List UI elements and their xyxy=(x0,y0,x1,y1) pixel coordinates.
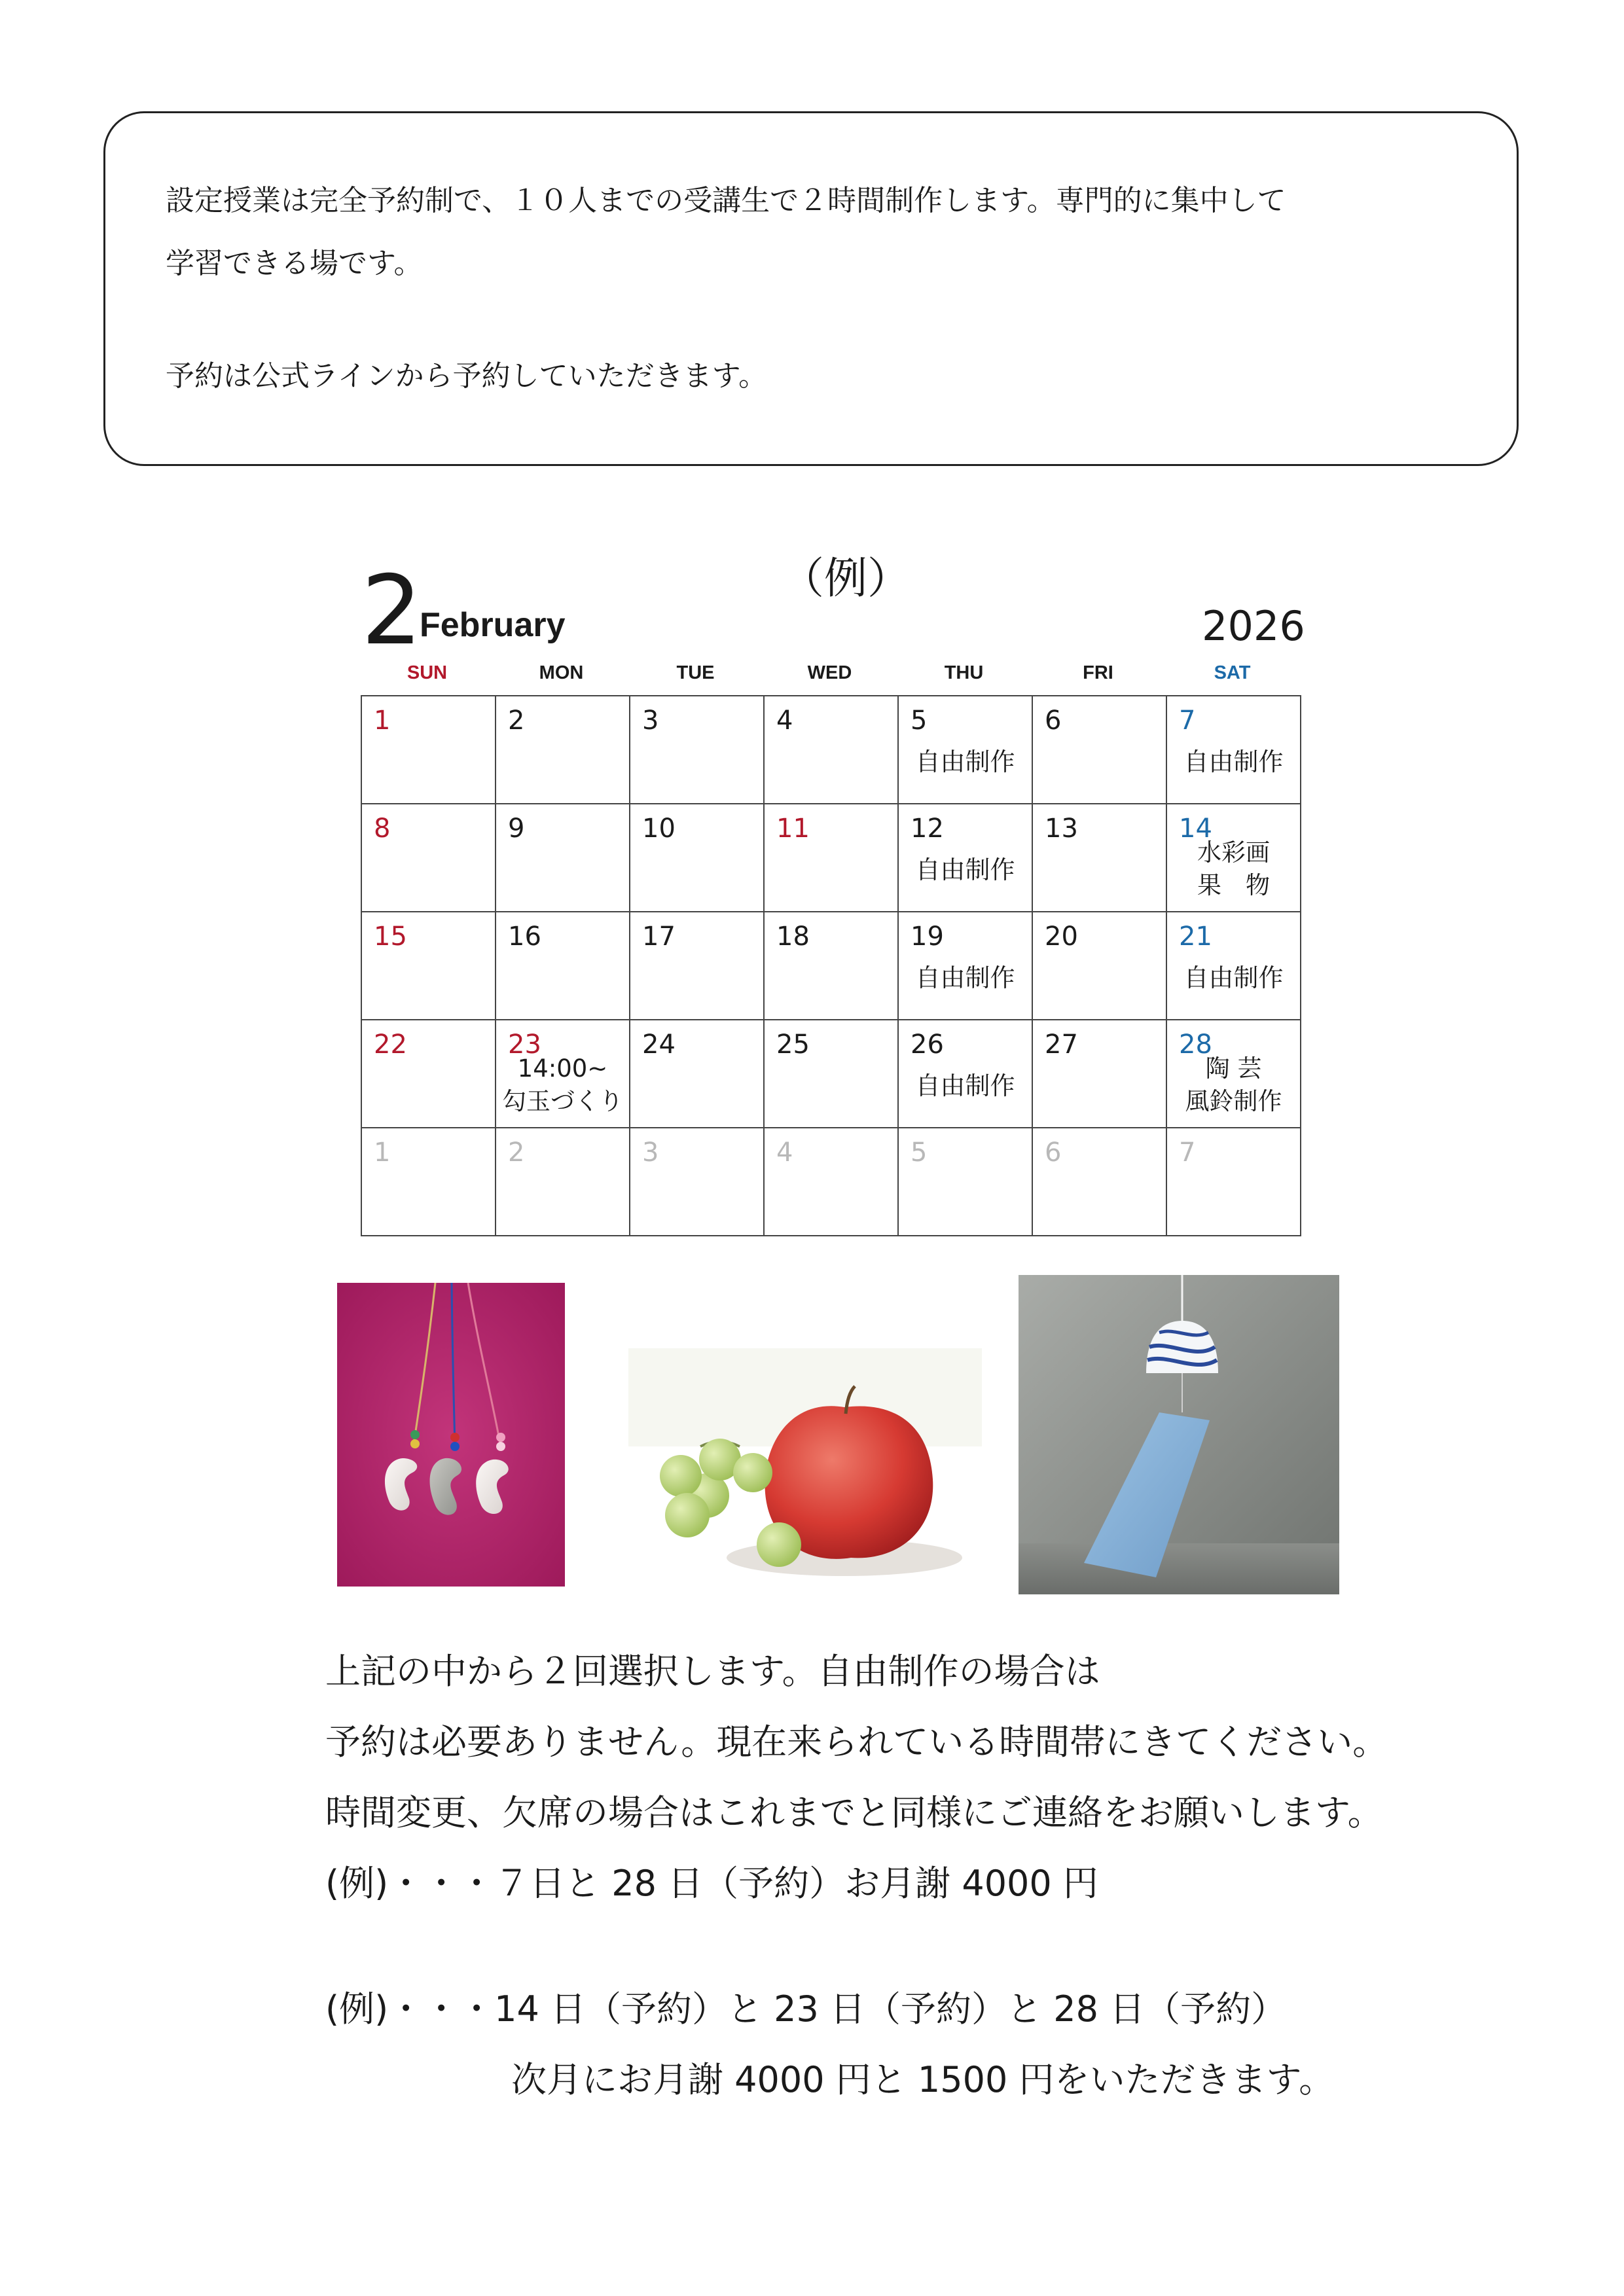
weekday-sat: SAT xyxy=(1214,662,1251,683)
example-2-cont: 次月にお月謝 4000 円と 1500 円をいただきます。 xyxy=(511,2059,1335,2100)
event-label: 自由制作 xyxy=(915,1071,1015,1100)
day-number: 1 xyxy=(374,1138,391,1168)
day-number: 7 xyxy=(1179,706,1196,736)
day-number: 23 xyxy=(508,1030,541,1060)
calendar-day-cell xyxy=(496,1128,630,1236)
event-label: 勾玉づくり xyxy=(502,1087,623,1115)
day-number: 2 xyxy=(508,1138,525,1168)
note-line-1: 上記の中から２回選択します。自由制作の場合は xyxy=(325,1651,1100,1692)
calendar-day-cell xyxy=(898,804,1032,912)
calendar-day-cell xyxy=(496,1020,630,1128)
event-label: 果 物 xyxy=(1197,871,1270,899)
calendar-day-cell xyxy=(1166,1128,1301,1236)
info-line-1: 設定授業は完全予約制で、１０人までの受講生で２時間制作します。専門的に集中して xyxy=(166,184,1286,217)
day-number: 15 xyxy=(374,922,407,952)
weekday-wed: WED xyxy=(807,662,852,683)
calendar-day-cell xyxy=(1032,696,1166,804)
magatama-necklace-photo xyxy=(337,1283,565,1587)
day-number: 25 xyxy=(776,1030,810,1060)
calendar-day-cell xyxy=(630,1128,764,1236)
day-number: 16 xyxy=(508,922,541,952)
day-number: 12 xyxy=(911,814,944,844)
calendar-day-cell xyxy=(361,912,496,1020)
event-label: 自由制作 xyxy=(915,855,1015,884)
day-number: 3 xyxy=(642,706,659,736)
day-number: 4 xyxy=(776,706,793,736)
calendar-day-cell xyxy=(630,1020,764,1128)
weekday-thu: THU xyxy=(944,662,984,683)
day-number: 2 xyxy=(508,706,525,736)
day-number: 8 xyxy=(374,814,391,844)
day-number: 18 xyxy=(776,922,810,952)
day-number: 11 xyxy=(776,814,810,844)
day-number: 7 xyxy=(1179,1138,1196,1168)
calendar-day-cell xyxy=(1032,1020,1166,1128)
day-number: 20 xyxy=(1045,922,1078,952)
weekday-fri: FRI xyxy=(1083,662,1113,683)
day-number: 19 xyxy=(911,922,944,952)
weekday-sun: SUN xyxy=(406,662,448,683)
info-line-2: 学習できる場です。 xyxy=(166,247,423,280)
day-number: 5 xyxy=(911,706,928,736)
info-box xyxy=(103,111,1519,466)
calendar-day-cell xyxy=(764,696,898,804)
event-label: 14:00~ xyxy=(517,1054,608,1083)
calendar-day-cell xyxy=(898,1020,1032,1128)
calendar-day-cell xyxy=(898,912,1032,1020)
calendar-week xyxy=(361,912,1301,1020)
event-label: 風鈴制作 xyxy=(1185,1087,1282,1115)
wind-chime-photo xyxy=(1019,1275,1339,1594)
calendar-day-cell xyxy=(630,912,764,1020)
example-2: (例)・・・14 日（予約）と 23 日（予約）と 28 日（予約） xyxy=(325,1988,1287,2030)
weekday-mon: MON xyxy=(539,662,584,683)
event-label: 自由制作 xyxy=(915,963,1015,992)
calendar-day-cell xyxy=(764,912,898,1020)
calendar-week xyxy=(361,1020,1301,1128)
note-line-2: 予約は必要ありません。現在来られている時間帯にきてください。 xyxy=(325,1721,1388,1763)
day-number: 21 xyxy=(1179,922,1212,952)
calendar-grid xyxy=(361,695,1301,1236)
day-number: 24 xyxy=(642,1030,676,1060)
calendar-day-cell xyxy=(496,804,630,912)
event-label: 陶 芸 xyxy=(1205,1054,1262,1083)
calendar-day-cell xyxy=(630,804,764,912)
event-label: 水彩画 xyxy=(1197,838,1270,867)
bottom-notes xyxy=(325,1636,1388,2115)
calendar-day-cell xyxy=(1032,912,1166,1020)
day-number: 4 xyxy=(776,1138,793,1168)
month-name: February xyxy=(420,606,566,644)
calendar-week xyxy=(361,1128,1301,1236)
calendar-day-cell xyxy=(1166,696,1301,804)
calendar-day-cell xyxy=(361,1020,496,1128)
note-line-3: 時間変更、欠席の場合はこれまでと同様にご連絡をお願いします。 xyxy=(325,1792,1383,1833)
info-line-3: 予約は公式ラインから予約していただきます。 xyxy=(166,359,768,393)
event-label: 自由制作 xyxy=(1183,747,1284,776)
year-label: 2026 xyxy=(1202,602,1305,650)
example-label: （例） xyxy=(781,553,911,603)
calendar-day-cell xyxy=(764,804,898,912)
day-number: 6 xyxy=(1045,1138,1062,1168)
event-label: 自由制作 xyxy=(1183,963,1284,992)
calendar-week xyxy=(361,696,1301,804)
calendar-day-cell xyxy=(898,1128,1032,1236)
weekday-tue: TUE xyxy=(676,662,715,683)
day-number: 3 xyxy=(642,1138,659,1168)
weekday-header xyxy=(361,662,1624,689)
day-number: 17 xyxy=(642,922,676,952)
day-number: 9 xyxy=(508,814,525,844)
calendar-day-cell xyxy=(764,1128,898,1236)
day-number: 1 xyxy=(374,706,391,736)
calendar-day-cell xyxy=(1166,1020,1301,1128)
day-number: 22 xyxy=(374,1030,407,1060)
day-number: 13 xyxy=(1045,814,1078,844)
day-number: 27 xyxy=(1045,1030,1078,1060)
day-number: 10 xyxy=(642,814,676,844)
calendar-day-cell xyxy=(1032,1128,1166,1236)
calendar-day-cell xyxy=(898,696,1032,804)
event-label: 自由制作 xyxy=(915,747,1015,776)
calendar-day-cell xyxy=(630,696,764,804)
calendar-day-cell xyxy=(361,804,496,912)
day-number: 14 xyxy=(1179,814,1212,844)
day-number: 6 xyxy=(1045,706,1062,736)
fruit-watercolor-photo xyxy=(628,1348,982,1623)
calendar-day-cell xyxy=(361,696,496,804)
month-number: 2 xyxy=(361,555,422,666)
day-number: 28 xyxy=(1179,1030,1212,1060)
day-number: 26 xyxy=(911,1030,944,1060)
day-number: 5 xyxy=(911,1138,928,1168)
calendar-day-cell xyxy=(496,696,630,804)
calendar-day-cell xyxy=(1166,804,1301,912)
calendar-day-cell xyxy=(496,912,630,1020)
calendar-week xyxy=(361,804,1301,912)
calendar-day-cell xyxy=(361,1128,496,1236)
calendar-day-cell xyxy=(764,1020,898,1128)
example-1: (例)・・・７日と 28 日（予約）お月謝 4000 円 xyxy=(325,1863,1098,1904)
calendar-day-cell xyxy=(1166,912,1301,1020)
calendar-day-cell xyxy=(1032,804,1166,912)
